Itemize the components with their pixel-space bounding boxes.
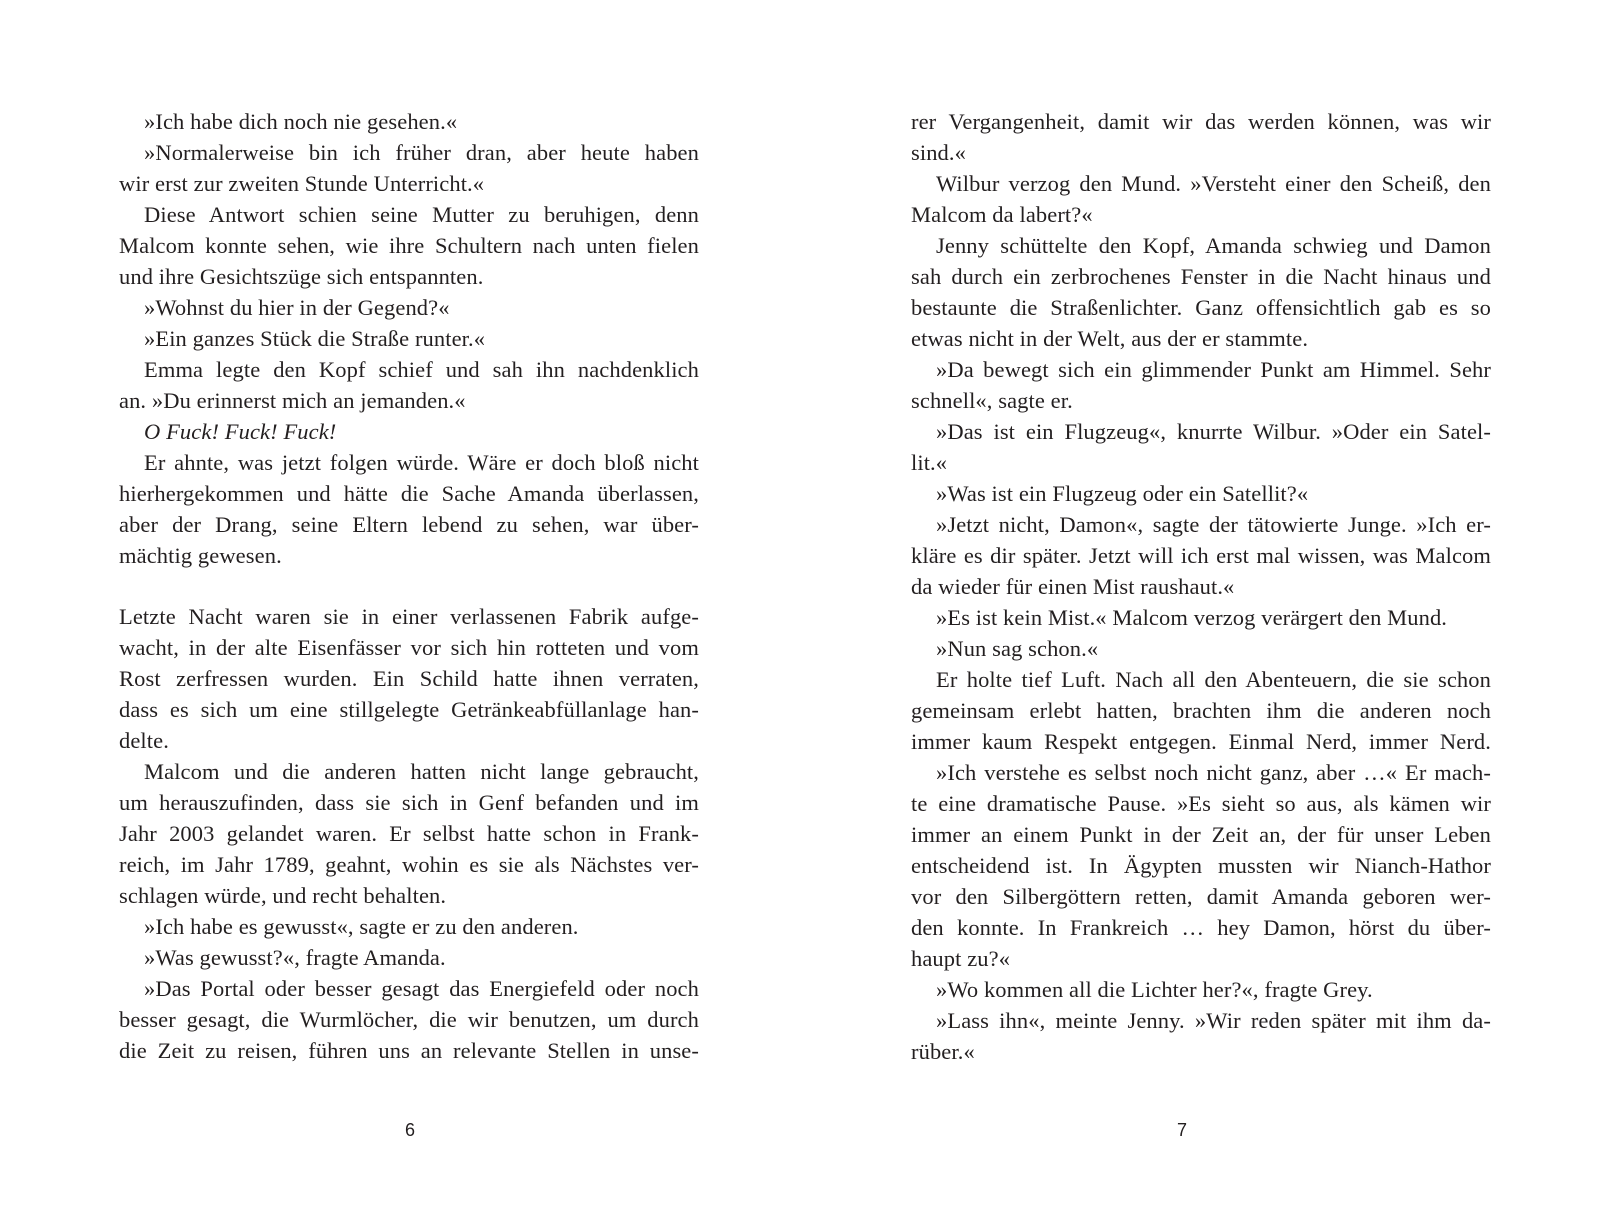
text-line: »Ein ganzes Stück die Straße runter.« [144,326,486,351]
text-line: Malcom da labert?« [911,202,1093,227]
text-line: »Was ist ein Flugzeug oder ein Satellit?« [936,481,1309,506]
text-line: Wilbur verzog den Mund. »Versteht einer den Scheiß, den [936,171,1491,196]
text-line: haupt zu?« [911,946,1011,971]
text-line: reich, im Jahr 1789, geahnt, wohin es sie als Nächstes ver- [119,852,699,877]
page-number: 7 [1177,1120,1188,1140]
right-page [911,0,1491,1215]
text-line: sind.« [911,140,966,165]
text-line: »Das ist ein Flugzeug«, knurrte Wilbur. »Oder ein Satel- [936,419,1491,444]
text-line: »Ich verstehe es selbst noch nicht ganz, aber …« Er mach- [936,760,1491,785]
text-line: rüber.« [911,1039,975,1064]
text-line: Rost zerfressen wurden. Ein Schild hatte ihnen verraten, [119,666,699,691]
text-line: Jenny schüttelte den Kopf, Amanda schwieg und Damon [936,233,1491,258]
text-line: »Wo kommen all die Lichter her?«, fragte Grey. [936,977,1373,1002]
text-line: »Lass ihn«, meinte Jenny. »Wir reden später mit ihm da- [936,1008,1491,1033]
text-line: Er ahnte, was jetzt folgen würde. Wäre er doch bloß nicht [144,450,699,475]
text-line: vor den Silbergöttern retten, damit Amanda geboren wer- [911,884,1491,909]
text-line: gemeinsam erlebt hatten, brachten ihm die anderen noch [911,698,1491,723]
text-line: »Das Portal oder besser gesagt das Energiefeld oder noch [144,976,699,1001]
text-line: die Zeit zu reisen, führen uns an relevante Stellen in unse- [119,1038,699,1063]
text-line: »Normalerweise bin ich früher dran, aber heute haben [144,140,699,165]
text-line: besser gesagt, die Wurmlöcher, die wir benutzen, um durch [119,1007,699,1032]
text-line: Er holte tief Luft. Nach all den Abenteuern, die sie schon [936,667,1491,692]
text-line: da wieder für einen Mist raushaut.« [911,574,1235,599]
text-line: lit.« [911,450,948,475]
text-line: »Wohnst du hier in der Gegend?« [144,295,450,320]
text-line: wacht, in der alte Eisenfässer vor sich hin rotteten und vom [119,635,699,660]
text-line: Emma legte den Kopf schief und sah ihn nachdenklich [144,357,699,382]
text-line: dass es sich um eine stillgelegte Getränkeabfüllanlage han- [119,697,699,722]
text-line: Malcom und die anderen hatten nicht lange gebraucht, [144,759,699,784]
text-line: »Nun sag schon.« [936,636,1099,661]
text-line: immer an einem Punkt in der Zeit an, der für unser Leben [911,822,1491,847]
text-line: mächtig gewesen. [119,543,282,568]
text-line: um herauszufinden, dass sie sich in Genf befanden und im [119,790,699,815]
text-line: sah durch ein zerbrochenes Fenster in die Nacht hinaus und [911,264,1491,289]
text-line: »Was gewusst?«, fragte Amanda. [144,945,446,970]
text-line: immer kaum Respekt entgegen. Einmal Nerd, immer Nerd. [911,729,1491,754]
text-line: etwas nicht in der Welt, aus der er stammte. [911,326,1309,351]
text-line: »Es ist kein Mist.« Malcom verzog verärgert den Mund. [936,605,1448,630]
text-line: Malcom konnte sehen, wie ihre Schultern nach unten fielen [119,233,699,258]
text-line: den konnte. In Frankreich … hey Damon, hörst du über- [911,915,1491,940]
text-line: te eine dramatische Pause. »Es sieht so aus, als kämen wir [911,791,1491,816]
text-line: bestaunte die Straßenlichter. Ganz offensichtlich gab es so [911,295,1491,320]
text-line: rer Vergangenheit, damit wir das werden können, was wir [911,109,1491,134]
text-line: schlagen würde, und recht behalten. [119,883,447,908]
text-line: schnell«, sagte er. [911,388,1073,413]
text-line: entscheidend ist. In Ägypten mussten wir Nianch-Hathor [911,853,1491,878]
page-number: 6 [405,1120,416,1140]
text-line: »Ich habe dich noch nie gesehen.« [144,109,458,134]
text-line: Letzte Nacht waren sie in einer verlassenen Fabrik aufge- [119,604,699,629]
left-page [119,0,699,1215]
text-line: delte. [119,728,169,753]
text-line: an. »Du erinnerst mich an jemanden.« [119,388,466,413]
text-line: hierhergekommen und hätte die Sache Amanda überlassen, [119,481,699,506]
text-line: »Ich habe es gewusst«, sagte er zu den anderen. [144,914,579,939]
text-line: wir erst zur zweiten Stunde Unterricht.« [119,171,485,196]
text-line: »Da bewegt sich ein glimmender Punkt am Himmel. Sehr [936,357,1491,382]
text-line-italic: O Fuck! Fuck! Fuck! [144,419,337,444]
text-line: »Jetzt nicht, Damon«, sagte der tätowierte Junge. »Ich er- [936,512,1491,537]
text-line: und ihre Gesichtszüge sich entspannten. [119,264,484,289]
text-line: aber der Drang, seine Eltern lebend zu sehen, war über- [119,512,699,537]
text-line: Diese Antwort schien seine Mutter zu beruhigen, denn [144,202,699,227]
text-line: Jahr 2003 gelandet waren. Er selbst hatte schon in Frank- [119,821,699,846]
text-line: kläre es dir später. Jetzt will ich erst mal wissen, was Malcom [911,543,1491,568]
